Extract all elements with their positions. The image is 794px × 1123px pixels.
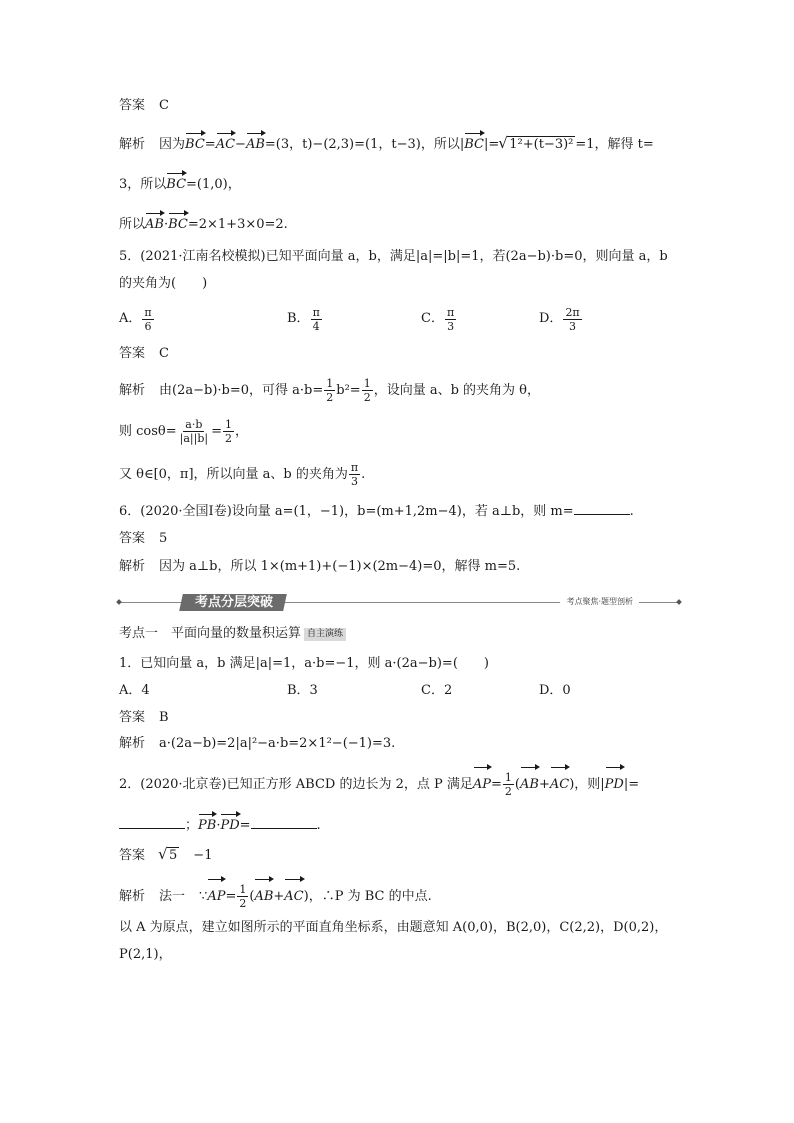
self-practice-tag: 自主演练 <box>304 628 346 641</box>
q5-options <box>119 304 679 334</box>
answer-blank-1[interactable] <box>119 817 185 829</box>
point1-heading: 考点一 平面向量的数量积运算 自主演练 <box>119 625 679 643</box>
rule-end-dot <box>676 599 682 605</box>
answer-label: 答案 <box>119 848 146 863</box>
q5-analysis-line2: 则 cosθ= $\frac{a\cdot b}{|a||b|}$ = $\frac{1}{2}$ ， <box>119 418 248 445</box>
q5-analysis-line3: 又 θ∈[0，π]，所以向量 a、b 的夹角为 $\frac{\pi}{3}$ . <box>119 461 366 488</box>
q4-answer-line <box>119 97 679 115</box>
analysis-label: 解析 <box>119 889 146 904</box>
p1-stem: 1．已知向量 a，b 满足|a|=1，a·b=−1，则 a·(2a−b)=( ) <box>119 656 489 671</box>
p1-options <box>119 682 679 700</box>
answer-label: 答案 <box>119 710 146 725</box>
q6-analysis: 解析 因为 a⊥b，所以 1×(m+1)+(−1)×(2m−4)=0，解得 m=5. <box>119 559 521 574</box>
vector-pd: PD <box>220 813 239 835</box>
vector-ac: AC <box>284 878 303 912</box>
p2-analysis-line1: 解析 法一 ∵AP= $\frac{1}{2}$ (AB+AC)，∴P 为 BC 的中点. <box>119 878 679 912</box>
analysis-label: 解析 <box>119 383 146 398</box>
q6-answer: 5 <box>159 531 168 546</box>
q5-option-a[interactable]: A． $\frac{\pi}{6}$ <box>119 305 152 333</box>
vector-ab: AB <box>520 766 539 800</box>
answer-label: 答案 <box>119 531 146 546</box>
section-header-bar <box>119 594 679 610</box>
q4-analysis-line1: 解析 因为BC=AC−AB=(3，t)−(2,3)=(1，t−3)，所以|BC|=√ 1²+(t−3)² =1，解得 t= <box>119 132 679 154</box>
q4-analysis-line2: 3，所以BC=(1,0)， <box>119 172 679 194</box>
p2-answer-line: 答案√ 5 −1 <box>119 847 679 865</box>
p1-answer-line <box>119 709 679 727</box>
vector-ab: AB <box>246 132 265 154</box>
p1-option-d[interactable]: D．0 <box>539 683 571 698</box>
vector-ac: AC <box>216 132 235 154</box>
vector-bc: BC <box>168 212 188 234</box>
answer-blank[interactable] <box>574 503 630 515</box>
vector-ac: AC <box>550 766 569 800</box>
vector-pb: PB <box>198 813 216 835</box>
q5-stem-line2: 的夹角为( ) <box>119 276 208 291</box>
p1-answer: B <box>159 710 169 725</box>
vector-ab: AB <box>254 878 273 912</box>
vector-ap: AP <box>207 878 225 912</box>
sqrt-expression: √ 1²+(t−3)² <box>507 136 575 153</box>
p2-analysis-line2: 以 A 为原点，建立如图所示的平面直角坐标系，由题意知 A(0,0)，B(2,0)，C(2,2)，D(0,2)， <box>119 920 668 935</box>
p2-stem-line1: 2．(2020·北京卷)已知正方形 ABCD 的边长为 2，点 P 满足AP= $\frac{1}{2}$ (AB+AC)，则|PD|= <box>119 766 679 800</box>
p2-stem-line2: ；PB·PD= . <box>119 813 679 835</box>
q5-answer-line <box>119 345 679 363</box>
analysis-label: 解析 <box>119 736 146 751</box>
q5-option-d[interactable]: D． $\frac{2\pi}{3}$ <box>539 305 580 333</box>
p1-analysis: 解析 a·(2a−b)=2|a|²−a·b=2×1²−(−1)=3. <box>119 736 396 751</box>
q4-analysis-line3: 所以AB·BC=2×1+3×0=2. <box>119 212 679 234</box>
q6-answer-line <box>119 530 679 548</box>
q5-stem-line1: 5．(2021·江南名校模拟)已知平面向量 a，b，满足|a|=|b|=1，若(2a−b)·b=0，则向量 a，b <box>119 249 668 264</box>
answer-label: 答案 <box>119 346 146 361</box>
q6-stem: 6．(2020·全国Ⅰ卷)设向量 a=(1，−1)，b=(m+1,2m−4)，若 a⊥b，则 m= . <box>119 504 634 519</box>
vector-ap: AP <box>473 766 491 800</box>
vector-bc: BC <box>166 172 186 194</box>
p1-option-c[interactable]: C．2 <box>421 683 453 698</box>
p1-option-a[interactable]: A．4 <box>119 683 150 698</box>
p1-option-b[interactable]: B．3 <box>287 683 318 698</box>
q4-answer: C <box>159 98 169 113</box>
analysis-label: 解析 <box>119 137 146 152</box>
vector-bc: BC <box>464 132 484 154</box>
vector-ab: AB <box>145 212 164 234</box>
answer-blank-2[interactable] <box>251 817 317 829</box>
rule-end-dot <box>116 599 122 605</box>
vector-pd: PD <box>605 766 624 800</box>
q5-option-c[interactable]: C． $\frac{\pi}{3}$ <box>421 305 455 333</box>
q5-option-b[interactable]: B． $\frac{\pi}{4}$ <box>287 305 320 333</box>
vector-bc: BC <box>185 132 205 154</box>
q5-answer: C <box>159 346 169 361</box>
analysis-label: 解析 <box>119 559 146 574</box>
p2-analysis-line3: P(2,1)， <box>119 947 172 962</box>
answer-label: 答案 <box>119 98 146 113</box>
q5-analysis-line1: 解析 由(2a−b)·b=0，可得 a·b= $\frac{1}{2}$ b²= $\frac{1}{2}$ ，设向量 a、b 的夹角为 θ， <box>119 377 540 404</box>
answer-sqrt: √ 5 <box>167 847 179 864</box>
section-subtitle: 考点聚焦·题型剖析 <box>560 595 639 609</box>
section-title: 考点分层突破 <box>179 594 287 611</box>
